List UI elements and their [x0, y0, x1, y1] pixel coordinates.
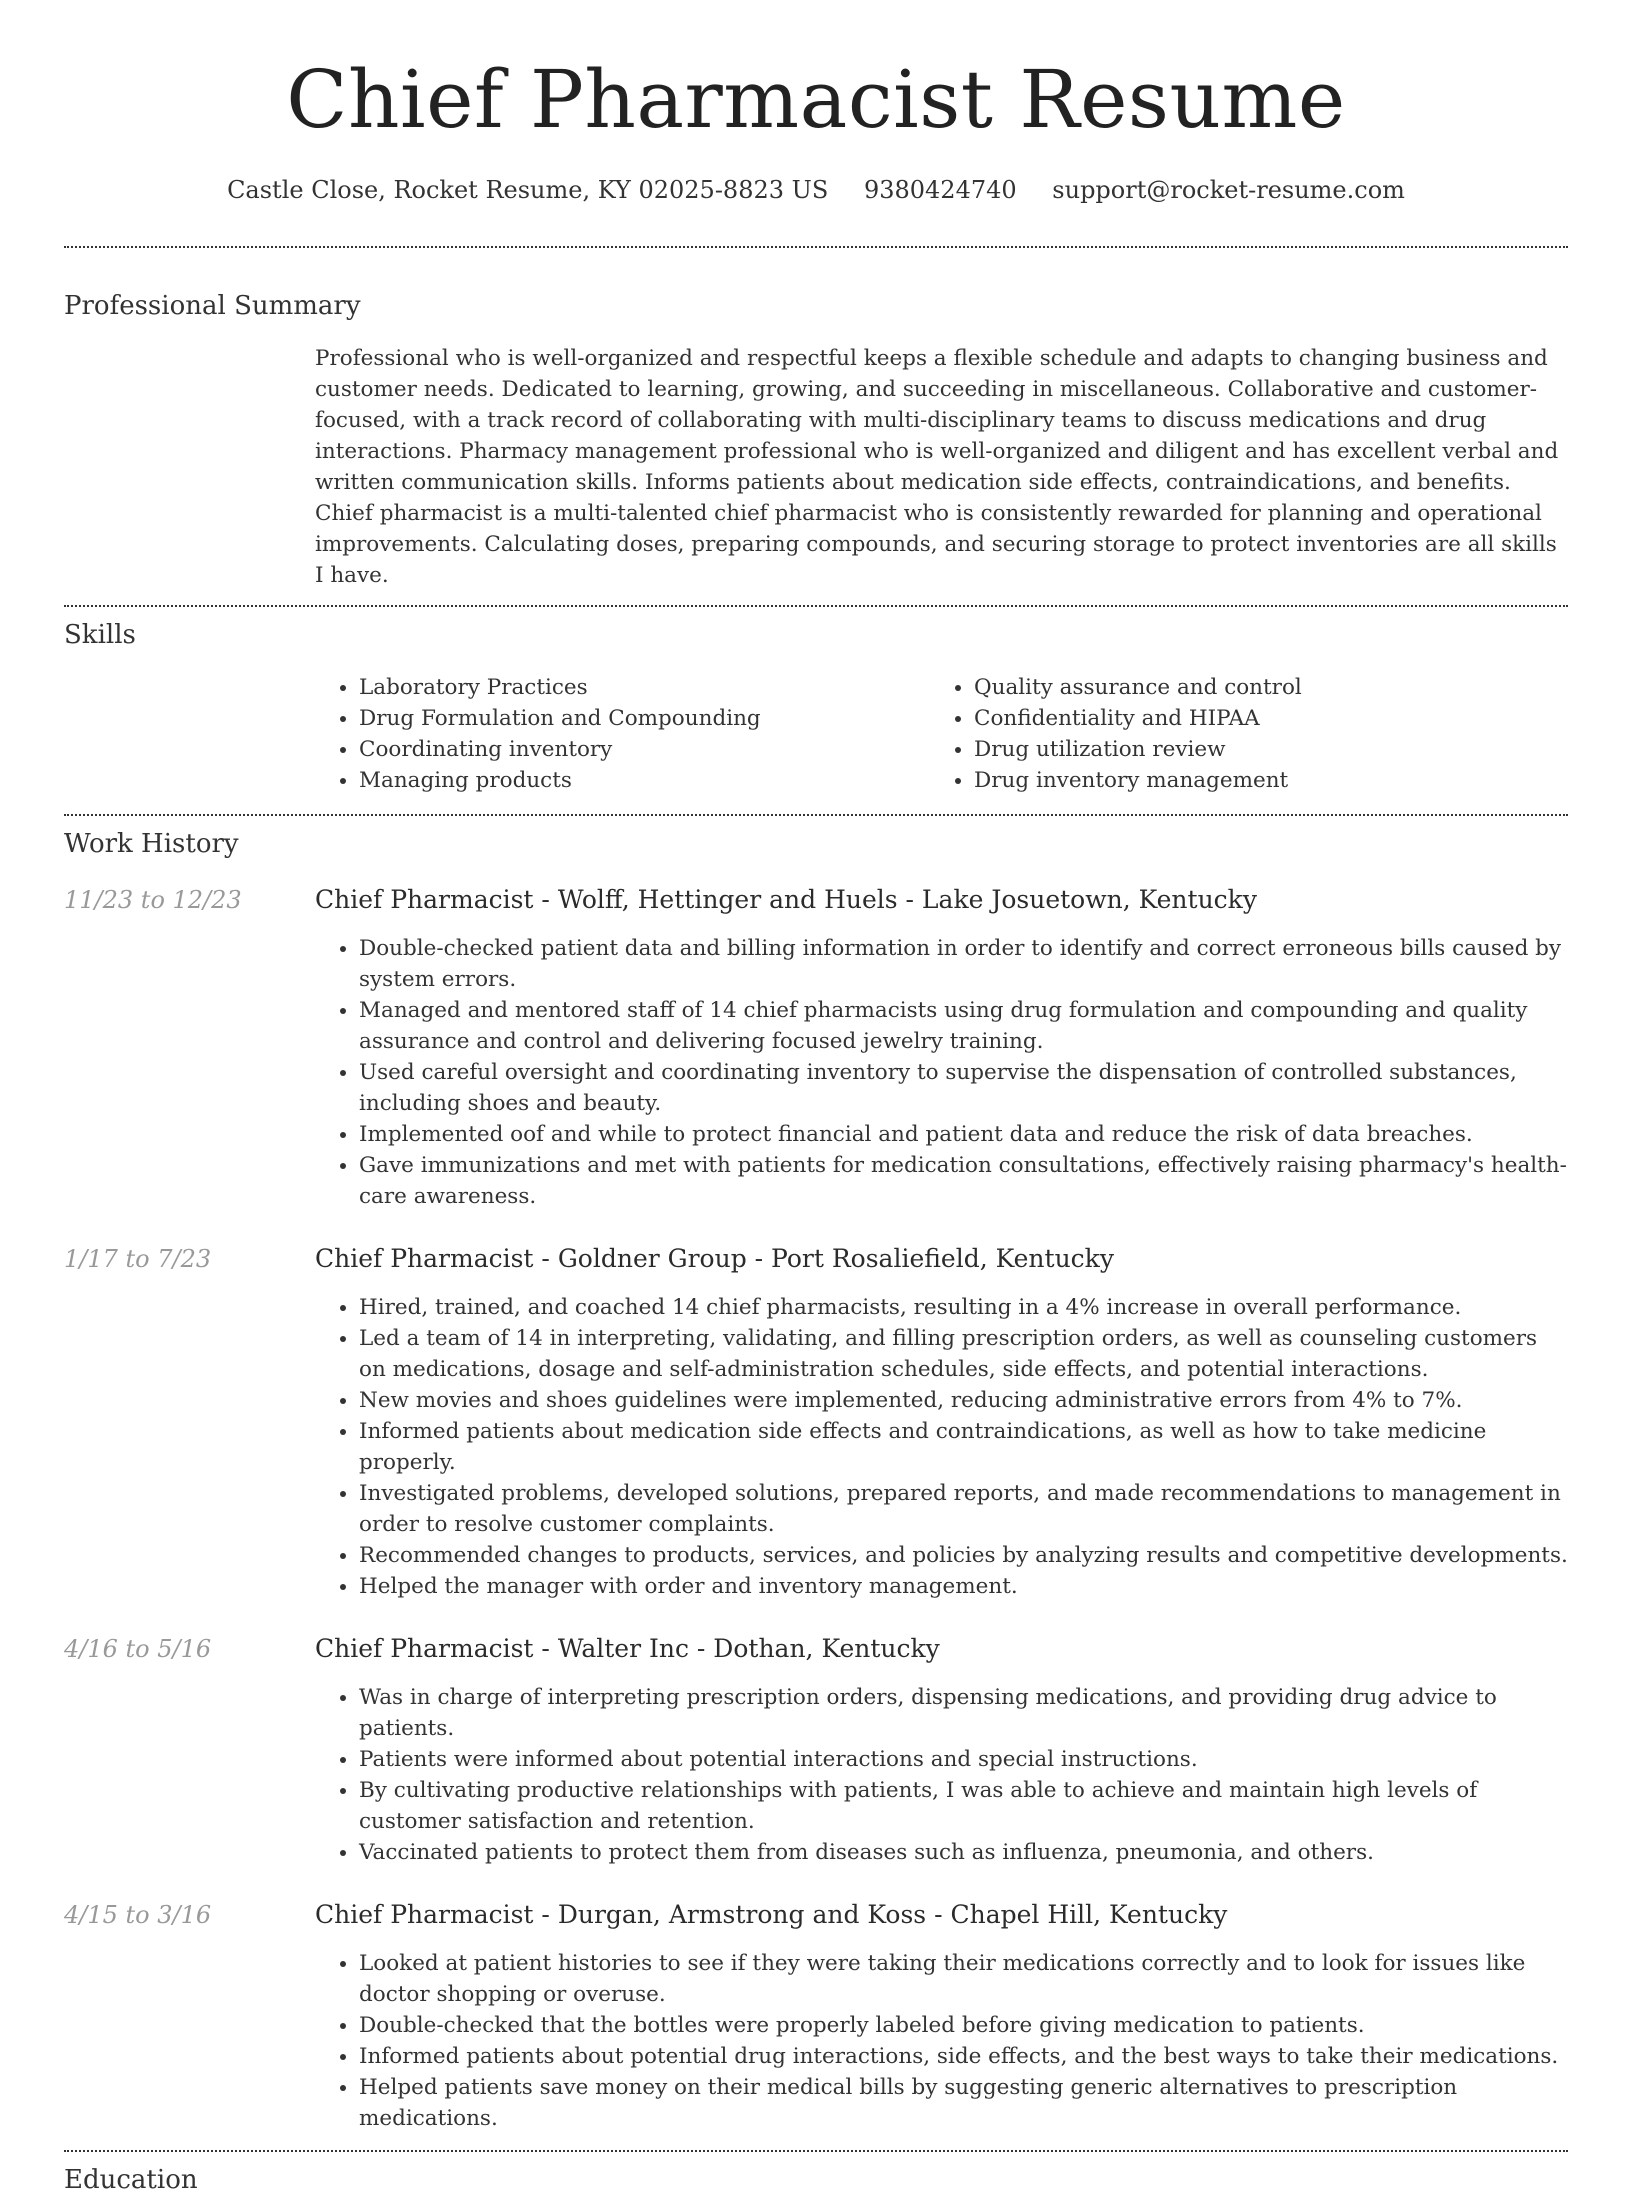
skills-list-left [315, 672, 930, 796]
job-bullets [315, 1292, 1568, 1602]
skill-item: • Managing products [359, 765, 930, 796]
skill-item: • Coordinating inventory [359, 734, 930, 765]
job-bullet: • Investigated problems, developed solutions, prepared reports, and made recommendations to management in order to resolve customer complaints. [359, 1478, 1568, 1540]
divider [64, 246, 1568, 248]
skill-item: • Drug Formulation and Compounding [359, 703, 930, 734]
divider [64, 814, 1568, 816]
job-bullets [315, 933, 1568, 1212]
job-bullet: • Informed patients about medication side effects and contraindications, as well as how to take medicine properly. [359, 1416, 1568, 1478]
job-bullet: • Recommended changes to products, services, and policies by analyzing results and competitive developments. [359, 1540, 1568, 1571]
job-dates: 1/17 to 7/23 [64, 1245, 212, 1273]
job-entry [64, 883, 1568, 917]
job-bullet: • Helped the manager with order and inventory management. [359, 1571, 1568, 1602]
education-heading: Education [64, 2165, 198, 2195]
resume-page [64, 0, 1568, 2197]
job-bullet: • Used careful oversight and coordinating inventory to supervise the dispensation of controlled substances, including shoes and beauty. [359, 1057, 1568, 1119]
job-details [315, 933, 1568, 1212]
summary-body [315, 343, 1568, 591]
skills-list-right [930, 672, 1545, 796]
skills-body [315, 672, 1568, 796]
job-details [315, 1682, 1568, 1868]
job-bullet: • Informed patients about potential drug interactions, side effects, and the best ways to take their medications. [359, 2041, 1568, 2072]
job-details [315, 1292, 1568, 1602]
skill-item: • Drug utilization review [974, 734, 1545, 765]
job-bullet: • Managed and mentored staff of 14 chief pharmacists using drug formulation and compounding and quality assurance and control and delivering focused jewelry training. [359, 995, 1568, 1057]
skill-item: • Quality assurance and control [974, 672, 1545, 703]
summary-text: Professional who is well-organized and respectful keeps a flexible schedule and adapts to changing business and customer needs. Dedicated to learning, growing, and succeeding in miscellaneous. Collaborative and customer-focused, with a track record of collaborating with multi-disciplinary teams to discuss medications and drug interactions. Pharmacy management professional who is well-organized and diligent and has excellent verbal and written communication skills. Informs patients about medication side effects, contraindications, and benefits. Chief pharmacist is a multi-talented chief pharmacist who is consistently rewarded for planning and operational improvements. Calculating doses, preparing compounds, and securing storage to protect inventories are all skills I have. [315, 346, 1559, 588]
job-dates: 11/23 to 12/23 [64, 886, 242, 914]
job-bullets [315, 1948, 1568, 2134]
divider [64, 605, 1568, 607]
job-bullet: • Vaccinated patients to protect them from diseases such as influenza, pneumonia, and others. [359, 1837, 1568, 1868]
job-bullet: • Helped patients save money on their medical bills by suggesting generic alternatives to prescription medications. [359, 2072, 1568, 2134]
job-bullet: • Hired, trained, and coached 14 chief pharmacists, resulting in a 4% increase in overall performance. [359, 1292, 1568, 1323]
job-bullet: • New movies and shoes guidelines were implemented, reducing administrative errors from 4% to 7%. [359, 1385, 1568, 1416]
job-bullet: • Implemented oof and while to protect financial and patient data and reduce the risk of data breaches. [359, 1119, 1568, 1150]
job-bullet: • Double-checked that the bottles were properly labeled before giving medication to patients. [359, 2010, 1568, 2041]
job-bullet: • Looked at patient histories to see if they were taking their medications correctly and to look for issues like doctor shopping or overuse. [359, 1948, 1568, 2010]
job-entry [64, 1898, 1568, 1932]
job-bullet: • Gave immunizations and met with patients for medication consultations, effectively raising pharmacy's health-care awareness. [359, 1150, 1568, 1212]
job-details [315, 1948, 1568, 2134]
work-history-heading: Work History [64, 829, 239, 859]
job-bullet: • Double-checked patient data and billing information in order to identify and correct erroneous bills caused by system errors. [359, 933, 1568, 995]
divider [64, 2150, 1568, 2152]
skill-item: • Confidentiality and HIPAA [974, 703, 1545, 734]
job-entry [64, 1242, 1568, 1276]
skills-heading: Skills [64, 620, 136, 650]
address: Castle Close, Rocket Resume, KY 02025-8823 US [227, 176, 829, 204]
job-title: Chief Pharmacist - Wolff, Hettinger and Huels - Lake Josuetown, Kentucky [315, 885, 1257, 914]
email-link[interactable]: support@rocket-resume.com [1052, 176, 1405, 204]
contact-line [64, 174, 1568, 206]
job-bullet: • Led a team of 14 in interpreting, validating, and filling prescription orders, as well as counseling customers on medications, dosage and self-administration schedules, side effects, and potential interactions. [359, 1323, 1568, 1385]
page-title: Chief Pharmacist Resume [286, 53, 1346, 146]
job-bullets [315, 1682, 1568, 1868]
job-dates: 4/15 to 3/16 [64, 1901, 212, 1929]
job-title: Chief Pharmacist - Durgan, Armstrong and Koss - Chapel Hill, Kentucky [315, 1900, 1228, 1929]
job-title: Chief Pharmacist - Goldner Group - Port Rosaliefield, Kentucky [315, 1244, 1114, 1273]
job-bullet: • Was in charge of interpreting prescription orders, dispensing medications, and providing drug advice to patients. [359, 1682, 1568, 1744]
skill-item: • Laboratory Practices [359, 672, 930, 703]
job-entry [64, 1632, 1568, 1666]
phone: 9380424740 [863, 176, 1017, 204]
job-title: Chief Pharmacist - Walter Inc - Dothan, Kentucky [315, 1634, 940, 1663]
job-bullet: • Patients were informed about potential interactions and special instructions. [359, 1744, 1568, 1775]
summary-heading: Professional Summary [64, 291, 361, 321]
skill-item: • Drug inventory management [974, 765, 1545, 796]
job-bullet: • By cultivating productive relationships with patients, I was able to achieve and maintain high levels of customer satisfaction and retention. [359, 1775, 1568, 1837]
job-dates: 4/16 to 5/16 [64, 1635, 212, 1663]
